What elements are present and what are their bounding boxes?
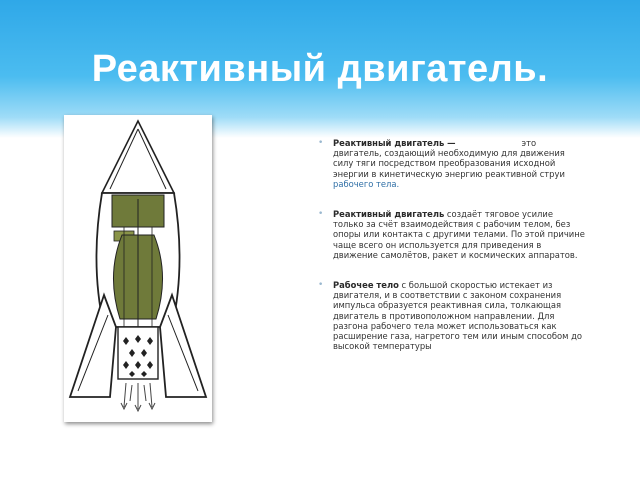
term-working-body: Рабочее тело xyxy=(333,280,399,291)
slide-title: Реактивный двигатель. xyxy=(91,48,549,90)
right-fin xyxy=(160,295,206,397)
left-fin xyxy=(70,295,116,397)
paragraph-working-body xyxy=(318,280,586,351)
bullet-icon: • xyxy=(318,280,324,291)
rocket-drawing xyxy=(64,115,212,422)
definition-text: двигатель, создающий необходимую для движения силу тяги посредством преобразования исходной энергии в кинетическую энергию реактивной струи xyxy=(333,148,565,179)
term-reactive-engine-2: Реактивный двигатель xyxy=(333,209,445,220)
exhaust-arrows xyxy=(121,383,155,411)
bullet-icon: • xyxy=(318,138,324,148)
definition-highlight: рабочего тела. xyxy=(333,178,400,189)
bullet-icon: • xyxy=(318,209,324,220)
working-body-text: с большой скоростью истекает из двигателя, и в соответствии с законом сохранения импульса образуется реактивная сила, толкающая двигатель в противоположном направлении. Для разгона рабочего тела может использоваться как расширение газа, нагретого тем или иным способом до высокой температуры xyxy=(333,280,583,352)
term-reactive-engine: Реактивный двигатель — xyxy=(333,138,456,148)
definition-lead: это xyxy=(521,138,537,148)
slide-text xyxy=(318,138,586,371)
rocket-diagram xyxy=(64,115,212,422)
thrust-text: создаёт тяговое усилие только за счёт взаимодействия с рабочим телом, без опоры или контакта с другими телами. По этой причине чаще всего он используется для приведения в движение самолётов, ракет и космических аппаратов. xyxy=(333,209,585,260)
combustion-chamber xyxy=(118,327,158,379)
paragraph-thrust xyxy=(318,209,586,260)
paragraph-definition xyxy=(318,138,586,189)
